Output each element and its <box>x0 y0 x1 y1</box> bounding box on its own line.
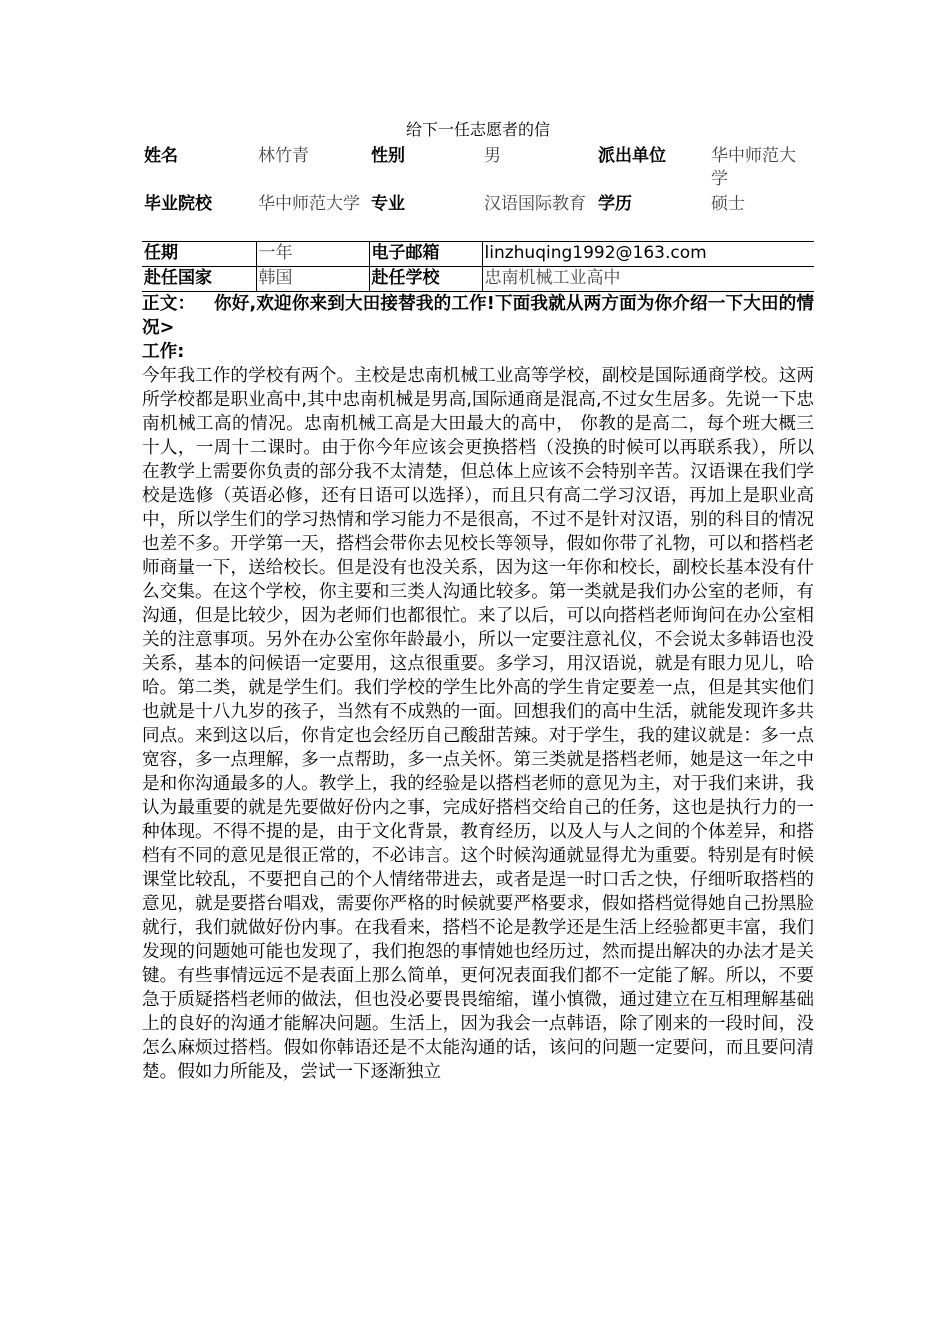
dispatch-unit-label: 派出单位 <box>598 146 666 166</box>
info-row <box>142 242 814 267</box>
info-row <box>142 193 814 242</box>
document-page <box>142 118 814 1084</box>
dispatch-unit-value: 华中师范大学 <box>711 146 796 189</box>
term-label: 任期 <box>142 242 256 267</box>
graduate-school-label: 毕业院校 <box>144 194 212 214</box>
info-row <box>142 267 814 292</box>
letter-body-paragraph: 今年我工作的学校有两个。主校是忠南机械工业高等学校，副校是国际通商学校。这两所学校都是职业高中,其中忠南机械是男高,国际通商是混高,不过女生居多。先说一下忠南机械工高的情况。忠南机械工高是大田最大的高中， 你教的是高二，每个班大概三十人，一周十二课时。由于你今年应该会更换搭档（没换的时候可以再联系我），所以在教学上需要你负责的部分我不太清楚，但总体上应该不会特别辛苦。汉语课在我们学校是选修（英语必修，还有日语可以选择），而且只有高二学习汉语，再加上是职业高中，所以学生们的学习热情和学习能力不是很高，不过不是针对汉语，别的科目的情况也差不多。开学第一天，搭档会带你去见校长等领导，假如你带了礼物，可以和搭档老师商量一下，送给校长。但是没有也没关系，因为这一年你和校长，副校长基本没有什么交集。在这个学校，你主要和三类人沟通比较多。第一类就是我们办公室的老师，有沟通，但是比较少，因为老师们也都很忙。来了以后，可以向搭档老师询问在办公室相关的注意事项。另外在办公室你年龄最小，所以一定要注意礼仪，不会说太多韩语也没关系，基本的问候语一定要用，这点很重要。多学习，用汉语说，就是有眼力见儿，哈哈。第二类，就是学生们。我们学校的学生比外高的学生肯定要差一点，但是其实他们也就是十八九岁的孩子，当然有不成熟的一面。回想我们的高中生活，就能发现许多共同点。来到这以后，你肯定也会经历自己酸甜苦辣。对于学生，我的建议就是：多一点宽容，多一点理解，多一点帮助，多一点关怀。第三类就是搭档老师，她是这一年之中是和你沟通最多的人。教学上，我的经验是以搭档老师的意见为主，对于我们来讲，我认为最重要的就是先要做好份内之事，完成好搭档交给自己的任务，这也是执行力的一种体现。不得不提的是，由于文化背景，教育经历，以及人与人之间的个体差异，和搭档有不同的意见是很正常的，不必讳言。这个时候沟通就显得尤为重要。特别是有时候课堂比较乱，不要把自己的个人情绪带进去，或者是逞一时口舌之快，仔细听取搭档的意见，就是要搭台唱戏，需要你严格的时候就要严格要求，假如搭档觉得她自己扮黑脸就行，我们就做好份内事。在我看来，搭档不论是教学还是生活上经验都更丰富，我们发现的问题她可能也发现了，我们抱怨的事情她也经历过，然而提出解决的办法才是关键。有些事情远远不是表面上那么简单，更何况表面我们都不一定能了解。所以，不要急于质疑搭档老师的做法，但也没必要畏畏缩缩，谨小慎微，通过建立在互相理解基础上的良好的沟通才能解决问题。生活上，因为我会一点韩语，除了刚来的一段时间，没怎么麻烦过搭档。假如你韩语还是不太能沟通的话，该问的问题一定要问，而且要问清楚。假如力所能及，尝试一下逐渐独立 <box>142 366 814 1082</box>
host-school-label: 赴任学校 <box>369 267 482 292</box>
letter-intro <box>142 292 814 340</box>
gender-value: 男 <box>484 146 501 166</box>
degree-value: 硕士 <box>711 194 745 214</box>
gender-label: 性别 <box>371 146 405 166</box>
section-heading-work: 工作: <box>142 342 185 362</box>
degree-label: 学历 <box>598 194 632 214</box>
name-label: 姓名 <box>144 146 178 166</box>
info-row <box>142 145 814 193</box>
email-value: linzhuqing1992@163.com <box>482 242 814 267</box>
intro-prefix: 正文： <box>142 294 196 314</box>
name-value: 林竹青 <box>258 146 309 166</box>
host-school-value: 忠南机械工业高中 <box>482 267 814 292</box>
major-label: 专业 <box>371 194 405 214</box>
intro-text: 你好,欢迎你来到大田接替我的工作!下面我就从两方面为你介绍一下大田的情况> <box>142 294 814 338</box>
graduate-school-value: 华中师范大学 <box>258 194 360 214</box>
volunteer-info-table <box>142 145 814 292</box>
term-value: 一年 <box>256 242 369 267</box>
email-label: 电子邮箱 <box>369 242 482 267</box>
document-title: 给下一任志愿者的信 <box>405 120 550 139</box>
letter-content <box>142 292 814 1084</box>
major-value: 汉语国际教育 <box>484 194 586 214</box>
host-country-value: 韩国 <box>256 267 369 292</box>
host-country-label: 赴任国家 <box>142 267 256 292</box>
